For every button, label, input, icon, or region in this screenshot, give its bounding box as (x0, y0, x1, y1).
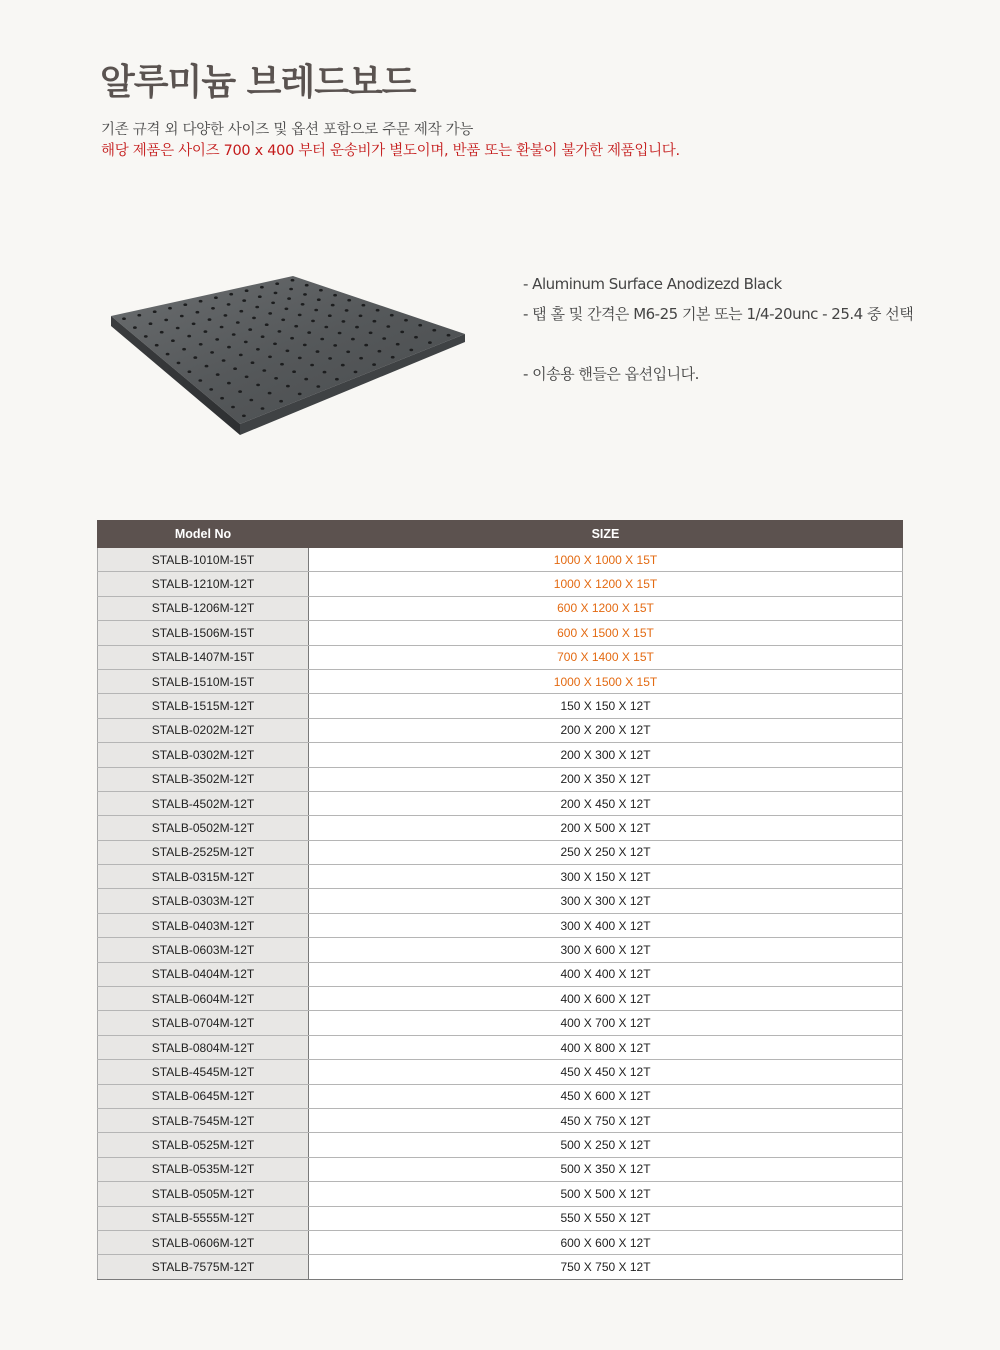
tap-hole (164, 319, 168, 322)
size-cell: 600 X 1500 X 15T (309, 621, 903, 645)
tap-hole (298, 393, 302, 396)
tap-hole (252, 317, 256, 320)
model-cell: STALB-1010M-15T (98, 548, 309, 572)
table-row (98, 962, 903, 986)
size-cell: 200 X 200 X 12T (309, 718, 903, 742)
tap-hole (372, 363, 376, 366)
size-cell: 200 X 500 X 12T (309, 816, 903, 840)
model-cell: STALB-1206M-12T (98, 596, 309, 620)
size-cell: 200 X 300 X 12T (309, 743, 903, 767)
model-cell: STALB-0403M-12T (98, 913, 309, 937)
table-row (98, 572, 903, 596)
tap-hole (160, 331, 164, 334)
table-row (98, 621, 903, 645)
model-cell: STALB-1515M-12T (98, 694, 309, 718)
tap-hole (400, 331, 404, 334)
size-cell: 450 X 750 X 12T (309, 1108, 903, 1132)
size-cell: 450 X 450 X 12T (309, 1060, 903, 1084)
model-cell: STALB-2525M-12T (98, 840, 309, 864)
tap-hole (177, 362, 181, 365)
model-cell: STALB-0502M-12T (98, 816, 309, 840)
tap-hole (279, 400, 283, 403)
tap-hole (208, 318, 212, 321)
table-row (98, 1206, 903, 1230)
tap-hole (220, 397, 224, 400)
tap-hole (214, 296, 218, 299)
tap-hole (256, 348, 260, 351)
tap-hole (286, 385, 290, 388)
tap-hole (291, 279, 295, 282)
tap-hole (292, 370, 296, 373)
tap-hole (316, 385, 320, 388)
tap-hole (137, 314, 141, 317)
tap-hole (255, 306, 259, 309)
tap-hole (245, 376, 249, 379)
tap-hole (391, 356, 395, 359)
tap-hole (258, 295, 262, 298)
tap-hole (290, 337, 294, 340)
tap-hole (210, 351, 214, 354)
tap-hole (286, 350, 290, 353)
tap-hole (307, 331, 311, 334)
size-cell: 300 X 400 X 12T (309, 913, 903, 937)
tap-hole (390, 314, 394, 317)
header-model-no: Model No (98, 521, 309, 548)
table-row (98, 645, 903, 669)
tap-hole (316, 350, 320, 353)
tap-hole (215, 338, 219, 341)
model-cell: STALB-4502M-12T (98, 791, 309, 815)
table-row (98, 1255, 903, 1279)
model-size-table (97, 520, 903, 1280)
tap-hole (182, 348, 186, 351)
tap-hole (233, 367, 237, 370)
tap-hole (364, 344, 368, 347)
tap-hole (376, 309, 380, 312)
tap-hole (281, 319, 285, 322)
table-row (98, 548, 903, 572)
tap-hole (216, 373, 220, 376)
tap-hole (205, 365, 209, 368)
tap-hole (193, 356, 197, 359)
tap-hole (347, 299, 351, 302)
tap-hole (168, 307, 172, 310)
size-cell: 200 X 450 X 12T (309, 791, 903, 815)
page-title: 알루미늄 브레드보드 (100, 62, 416, 103)
tap-hole (155, 344, 159, 347)
tap-hole (204, 330, 208, 333)
tap-hole (382, 337, 386, 340)
tap-hole (199, 343, 203, 346)
table-row (98, 669, 903, 693)
size-cell: 1000 X 1200 X 15T (309, 572, 903, 596)
tap-hole (333, 294, 337, 297)
tap-hole (323, 371, 327, 374)
table-row (98, 840, 903, 864)
tap-hole (335, 378, 339, 381)
tap-hole (122, 317, 126, 320)
tap-hole (428, 341, 432, 344)
table-row (98, 596, 903, 620)
subtitle-custom-order: 기존 규격 외 다양한 사이즈 및 옵션 포함으로 주문 제작 가능 (101, 122, 474, 138)
tap-hole (273, 343, 277, 346)
tap-hole (305, 284, 309, 287)
size-cell: 750 X 750 X 12T (309, 1255, 903, 1279)
tap-hole (209, 388, 213, 391)
tap-hole (404, 319, 408, 322)
tap-hole (192, 323, 196, 326)
tap-hole (248, 328, 252, 331)
tap-hole (166, 353, 170, 356)
tap-hole (198, 379, 202, 382)
tap-hole (261, 335, 265, 338)
tap-hole (342, 320, 346, 323)
table-row (98, 1133, 903, 1157)
model-cell: STALB-0202M-12T (98, 718, 309, 742)
tap-hole (359, 315, 363, 318)
tap-hole (285, 308, 289, 311)
table-row (98, 938, 903, 962)
tap-hole (144, 335, 148, 338)
size-cell: 400 X 800 X 12T (309, 1035, 903, 1059)
table-row (98, 1182, 903, 1206)
tap-hole (328, 357, 332, 360)
size-cell: 150 X 150 X 12T (309, 694, 903, 718)
tap-hole (378, 350, 382, 353)
tap-hole (432, 329, 436, 332)
tap-hole (287, 297, 291, 300)
tap-hole (373, 320, 377, 323)
size-cell: 450 X 600 X 12T (309, 1084, 903, 1108)
tap-hole (314, 309, 318, 312)
tap-hole (220, 326, 224, 329)
tap-hole (333, 344, 337, 347)
tap-hole (298, 314, 302, 317)
model-cell: STALB-0804M-12T (98, 1035, 309, 1059)
model-cell: STALB-0404M-12T (98, 962, 309, 986)
tap-hole (262, 369, 266, 372)
model-cell: STALB-5555M-12T (98, 1206, 309, 1230)
model-cell: STALB-0505M-12T (98, 1182, 309, 1206)
table-header-row (98, 521, 903, 548)
tap-hole (236, 321, 240, 324)
tap-hole (304, 378, 308, 381)
tap-hole (188, 370, 192, 373)
tap-hole (346, 351, 350, 354)
size-cell: 1000 X 1000 X 15T (309, 548, 903, 572)
model-cell: STALB-1510M-15T (98, 669, 309, 693)
size-cell: 500 X 500 X 12T (309, 1182, 903, 1206)
tap-hole (238, 390, 242, 393)
tap-hole (176, 327, 180, 330)
tap-hole (183, 303, 187, 306)
tap-hole (317, 298, 321, 301)
tap-hole (239, 310, 243, 313)
tap-hole (310, 364, 314, 367)
table-row (98, 767, 903, 791)
tap-hole (231, 406, 235, 409)
tap-hole (338, 332, 342, 335)
table-row (98, 913, 903, 937)
table-row (98, 1157, 903, 1181)
tap-hole (242, 299, 246, 302)
size-cell: 250 X 250 X 12T (309, 840, 903, 864)
model-cell: STALB-0525M-12T (98, 1133, 309, 1157)
tap-hole (298, 357, 302, 360)
table-row (98, 694, 903, 718)
size-cell: 500 X 350 X 12T (309, 1157, 903, 1181)
model-cell: STALB-0303M-12T (98, 889, 309, 913)
tap-hole (224, 314, 228, 317)
tap-hole (199, 300, 203, 303)
model-cell: STALB-0535M-12T (98, 1157, 309, 1181)
table-row (98, 865, 903, 889)
model-cell: STALB-1210M-12T (98, 572, 309, 596)
tap-hole (274, 377, 278, 380)
tap-hole (341, 364, 345, 367)
tap-hole (418, 324, 422, 327)
tap-hole (409, 349, 413, 352)
size-cell: 1000 X 1500 X 15T (309, 669, 903, 693)
size-cell: 300 X 150 X 12T (309, 865, 903, 889)
tap-hole (355, 326, 359, 329)
table-row (98, 1084, 903, 1108)
tap-hole (328, 314, 332, 317)
tap-hole (320, 338, 324, 341)
tap-hole (222, 359, 226, 362)
tap-hole (265, 323, 269, 326)
table-row (98, 1230, 903, 1254)
tap-hole (362, 304, 366, 307)
table-row (98, 1060, 903, 1084)
tap-hole (171, 339, 175, 342)
tap-hole (369, 332, 373, 335)
tap-hole (244, 341, 248, 344)
model-cell: STALB-0604M-12T (98, 987, 309, 1011)
tap-hole (153, 310, 157, 313)
tap-hole (251, 361, 255, 364)
size-cell: 700 X 1400 X 15T (309, 645, 903, 669)
table-row (98, 743, 903, 767)
spec-handle-option: - 이송용 핸들은 옵션입니다. (523, 365, 699, 383)
model-cell: STALB-0302M-12T (98, 743, 309, 767)
tap-hole (414, 336, 418, 339)
tap-hole (345, 309, 349, 312)
table-body (98, 548, 903, 1280)
header-size: SIZE (309, 521, 903, 548)
tap-hole (268, 356, 272, 359)
tap-hole (294, 325, 298, 328)
model-cell: STALB-0704M-12T (98, 1011, 309, 1035)
size-cell: 600 X 1200 X 15T (309, 596, 903, 620)
spec-tap-holes: - 탭 홀 및 간격은 M6-25 기본 또는 1/4-20unc - 25.4 중 선택 (523, 305, 914, 323)
tap-hole (180, 315, 184, 318)
tap-hole (278, 330, 282, 333)
model-cell: STALB-1407M-15T (98, 645, 309, 669)
table-row (98, 987, 903, 1011)
tap-hole (324, 326, 328, 329)
model-cell: STALB-4545M-12T (98, 1060, 309, 1084)
tap-hole (245, 289, 249, 292)
tap-hole (227, 303, 231, 306)
tap-hole (249, 399, 253, 402)
tap-hole (232, 333, 236, 336)
spec-surface: - Aluminum Surface Anodizezd Black (523, 275, 782, 293)
size-cell: 400 X 700 X 12T (309, 1011, 903, 1035)
table-row (98, 1011, 903, 1035)
size-cell: 400 X 400 X 12T (309, 962, 903, 986)
table-row (98, 718, 903, 742)
tap-hole (301, 303, 305, 306)
size-cell: 550 X 550 X 12T (309, 1206, 903, 1230)
tap-hole (187, 335, 191, 338)
size-cell: 200 X 350 X 12T (309, 767, 903, 791)
tap-hole (260, 286, 264, 289)
tap-hole (239, 354, 243, 357)
tap-hole (275, 282, 279, 285)
tap-hole (447, 334, 451, 337)
tap-hole (351, 338, 355, 341)
tap-hole (319, 289, 323, 292)
size-cell: 600 X 600 X 12T (309, 1230, 903, 1254)
tap-hole (331, 304, 335, 307)
tap-hole (396, 343, 400, 346)
tap-hole (227, 346, 231, 349)
model-cell: STALB-1506M-15T (98, 621, 309, 645)
tap-hole (289, 288, 293, 291)
tap-hole (229, 293, 233, 296)
table-row (98, 791, 903, 815)
tap-hole (311, 320, 315, 323)
size-cell: 400 X 600 X 12T (309, 987, 903, 1011)
table-row (98, 889, 903, 913)
tap-hole (261, 407, 265, 410)
model-cell: STALB-7575M-12T (98, 1255, 309, 1279)
tap-hole (303, 293, 307, 296)
tap-hole (280, 363, 284, 366)
tap-hole (274, 292, 278, 295)
tap-hole (227, 382, 231, 385)
size-cell: 300 X 300 X 12T (309, 889, 903, 913)
model-cell: STALB-0315M-12T (98, 865, 309, 889)
tap-hole (303, 344, 307, 347)
table-row (98, 1035, 903, 1059)
model-cell: STALB-0645M-12T (98, 1084, 309, 1108)
table-row (98, 816, 903, 840)
breadboard-product-image (108, 272, 470, 438)
tap-hole (354, 371, 358, 374)
model-cell: STALB-7545M-12T (98, 1108, 309, 1132)
table-row (98, 1108, 903, 1132)
model-cell: STALB-0603M-12T (98, 938, 309, 962)
subtitle-shipping-notice: 해당 제품은 사이즈 700 x 400 부터 운송비가 별도이며, 반품 또는 환불이 불가한 제품입니다. (101, 143, 680, 159)
model-cell: STALB-0606M-12T (98, 1230, 309, 1254)
tap-hole (149, 322, 153, 325)
tap-hole (133, 326, 137, 329)
tap-hole (211, 307, 215, 310)
tap-hole (242, 415, 246, 418)
tap-hole (359, 357, 363, 360)
size-cell: 300 X 600 X 12T (309, 938, 903, 962)
tap-hole (256, 384, 260, 387)
tap-hole (386, 325, 390, 328)
tap-hole (271, 302, 275, 305)
size-cell: 500 X 250 X 12T (309, 1133, 903, 1157)
tap-hole (268, 312, 272, 315)
tap-hole (196, 311, 200, 314)
tap-hole (268, 392, 272, 395)
model-cell: STALB-3502M-12T (98, 767, 309, 791)
